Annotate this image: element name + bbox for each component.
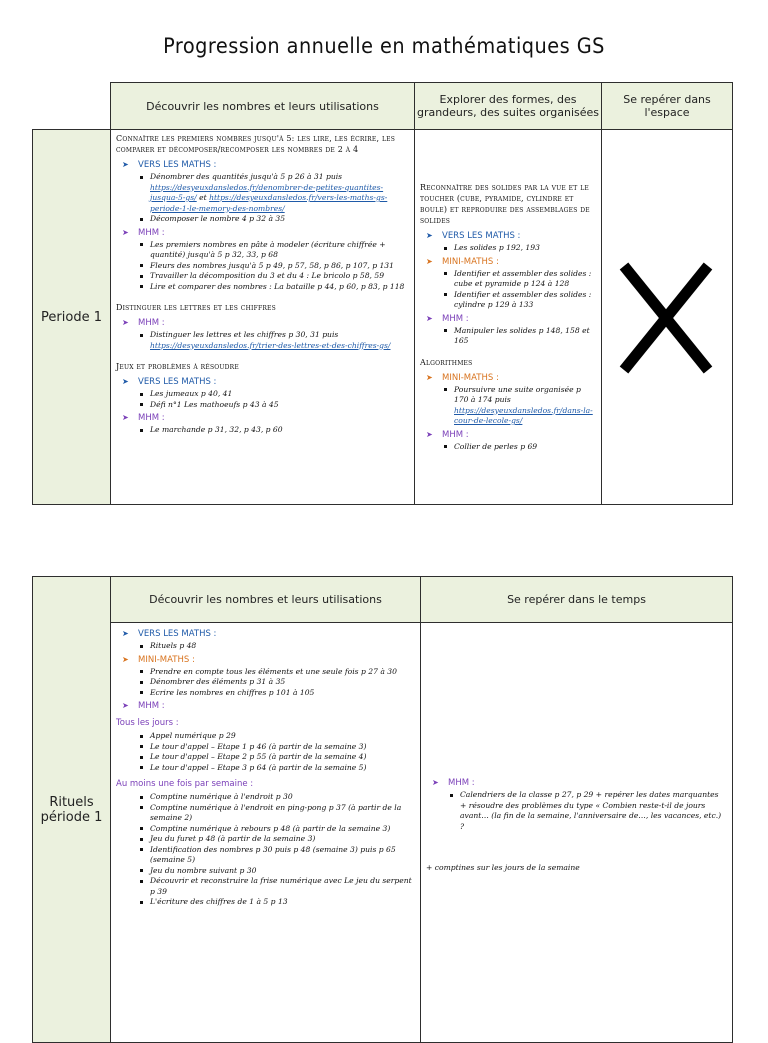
list-item: L'écriture des chiffres de 1 à 5 p 13 [140, 897, 415, 908]
section-title: Algorithmes [420, 357, 473, 367]
group-label: VERS LES MATHS : [138, 160, 217, 170]
group-label: VERS LES MATHS : [138, 377, 217, 387]
list-item: Jeu du nombre suivant p 30 [140, 866, 415, 877]
cross-mark-icon [602, 130, 733, 504]
arrow-icon: ➤ [432, 778, 439, 787]
header-nombres-rituels: Découvrir les nombres et leurs utilisations [111, 577, 421, 623]
arrow-icon: ➤ [122, 227, 129, 237]
group-label: MINI-MATHS : [442, 256, 499, 267]
list-item: Jeu du furet p 48 (à partir de la semaine 3) [140, 834, 415, 845]
list-item: Comptine numérique à rebours p 48 (à partir de la semaine 3) [140, 824, 415, 835]
resource-link[interactable]: https://desyeuxdansledos.fr/trier-des-lettres-et-des-chiffres-gs/ [150, 340, 391, 350]
header-espace: Se repérer dans l'espace [602, 83, 733, 130]
list-item: Manipuler les solides p 148, 158 et 165 [444, 326, 596, 347]
cell-temps-rituels [421, 623, 733, 1043]
list-item: Prendre en compte tous les éléments et une seule fois p 27 à 30 [140, 667, 415, 678]
list-item: Le marchande p 31, 32, p 43, p 60 [140, 425, 409, 436]
cell-formes-periode-1 [415, 130, 602, 505]
page-title: Progression annuelle en mathématiques GS [163, 34, 605, 58]
section-title: Connaître les premiers nombres jusqu'à 5: les lire, les écrire, les comparer et décomposer/recomposer les nombres de 2 à 4 [116, 134, 396, 154]
group-label: MHM : [442, 429, 469, 440]
list-item: Dénombrer des quantités jusqu'à 5 p 26 à 31 puis https://desyeuxdansledos.fr/denombrer-de-petites-quantites-jusqua-5-gs/ et https://desyeuxdansledos.fr/vers-les-maths-gs-periode-1-le-memory-des-nombres/ [140, 172, 409, 214]
list-item: Rituels p 48 [140, 641, 415, 652]
list-item: Travailler la décomposition du 3 et du 4 : Le bricolo p 58, 59 [140, 271, 409, 282]
cell-nombres-rituels [111, 623, 421, 1043]
daily-label: Tous les jours : [116, 718, 179, 728]
group-label: MHM : [138, 318, 165, 328]
cell-nombres-periode-1 [111, 130, 415, 505]
arrow-icon: ➤ [122, 318, 129, 327]
group-label: MHM : [138, 227, 165, 238]
list-item: Identifier et assembler des solides : cylindre p 129 à 133 [444, 290, 596, 311]
rituels-table [32, 576, 733, 1043]
list-item: Découvrir et reconstruire la frise numérique avec Le jeu du serpent p 39 [140, 876, 415, 897]
group-label: MINI-MATHS : [138, 654, 195, 665]
list-item: Le tour d'appel – Etape 1 p 46 (à partir de la semaine 3) [140, 742, 415, 753]
list-item: Décomposer le nombre 4 p 32 à 35 [140, 214, 409, 225]
list-item: Calendriers de la classe p 27, p 29 + repérer les dates marquantes + résoudre des problèmes du type « Combien reste-t-il de jours avant… (la fin de la semaine, l'anniversaire de…, les vacances, etc.) ? [450, 790, 727, 832]
list-item: Les solides p 192, 193 [444, 243, 596, 254]
list-item: Comptine numérique à l'endroit p 30 [140, 792, 415, 803]
resource-link[interactable]: https://desyeuxdansledos.fr/dans-la-cour-de-lecole-gs/ [454, 405, 593, 425]
section-title: Reconnaître des solides par la vue et le toucher (cube, pyramide, cylindre et boule) et reproduire des assemblages de solides [420, 183, 590, 225]
arrow-icon: ➤ [426, 231, 433, 240]
list-item: Les jumeaux p 40, 41 [140, 389, 409, 400]
row-label-rituels: Rituels période 1 [33, 577, 111, 1043]
header-temps: Se repérer dans le temps [421, 577, 733, 623]
list-item: Distinguer les lettres et les chiffres p 30, 31 puis https://desyeuxdansledos.fr/trier-des-lettres-et-des-chiffres-gs/ [140, 330, 409, 351]
group-label: MHM : [442, 313, 469, 324]
group-label: MHM : [448, 778, 475, 788]
arrow-icon: ➤ [426, 372, 433, 382]
arrow-icon: ➤ [426, 256, 433, 266]
list-item: Poursuivre une suite organisée p 170 à 174 puis https://desyeuxdansledos.fr/dans-la-cour-de-lecole-gs/ [444, 385, 596, 427]
group-label: MHM : [138, 413, 165, 423]
extra-note: + comptines sur les jours de la semaine [426, 863, 580, 872]
section-title: Distinguer les lettres et les chiffres [116, 303, 276, 312]
arrow-icon: ➤ [426, 313, 433, 323]
list-item: Identification des nombres p 30 puis p 48 (semaine 3) puis p 65 (semaine 5) [140, 845, 415, 866]
resource-link[interactable]: https://desyeuxdansledos.fr/vers-les-maths-gs-periode-1-le-memory-des-nombres/ [150, 193, 388, 213]
periode-1-table [32, 82, 733, 505]
arrow-icon: ➤ [426, 429, 433, 439]
header-nombres: Découvrir les nombres et leurs utilisations [111, 83, 415, 130]
arrow-icon: ➤ [122, 377, 129, 386]
section-title: Jeux et problèmes à résoudre [116, 362, 239, 371]
corner-blank [33, 83, 111, 130]
row-label-periode-1: Periode 1 [33, 130, 111, 505]
list-item: Le tour d'appel – Etape 2 p 55 (à partir de la semaine 4) [140, 752, 415, 763]
group-label: VERS LES MATHS : [442, 231, 521, 241]
list-item: Lire et comparer des nombres : La bataille p 44, p 60, p 83, p 118 [140, 282, 409, 293]
list-item: Les premiers nombres en pâte à modeler (écriture chiffrée + quantité) jusqu'à 5 p 32, 33, p 68 [140, 240, 409, 261]
weekly-label: Au moins une fois par semaine : [116, 779, 254, 789]
list-item: Le tour d'appel – Etape 3 p 64 (à partir de la semaine 5) [140, 763, 415, 774]
arrow-icon: ➤ [122, 654, 129, 664]
list-item: Collier de perles p 69 [444, 442, 596, 453]
list-item: Dénombrer des éléments p 31 à 35 [140, 677, 415, 688]
list-item: Défi n°1 Les mathoeufs p 43 à 45 [140, 400, 409, 411]
arrow-icon: ➤ [122, 160, 129, 169]
arrow-icon: ➤ [122, 629, 129, 638]
list-item: Fleurs des nombres jusqu'à 5 p 49, p 57, 58, p 86, p 107, p 131 [140, 261, 409, 272]
list-item: Identifier et assembler des solides : cube et pyramide p 124 à 128 [444, 269, 596, 290]
resource-link[interactable]: https://desyeuxdansledos.fr/denombrer-de-petites-quantites-jusqua-5-gs/ [150, 182, 384, 202]
header-formes: Explorer des formes, des grandeurs, des suites organisées [415, 83, 602, 130]
cell-espace-periode-1 [602, 130, 733, 505]
arrow-icon: ➤ [122, 701, 129, 710]
list-item: Comptine numérique à l'endroit en ping-pong p 37 (à partir de la semaine 2) [140, 803, 415, 824]
arrow-icon: ➤ [122, 413, 129, 422]
group-label: MHM : [138, 701, 165, 711]
list-item: Ecrire les nombres en chiffres p 101 à 105 [140, 688, 415, 699]
list-item: Appel numérique p 29 [140, 731, 415, 742]
group-label: VERS LES MATHS : [138, 629, 217, 639]
group-label: MINI-MATHS : [442, 372, 499, 383]
